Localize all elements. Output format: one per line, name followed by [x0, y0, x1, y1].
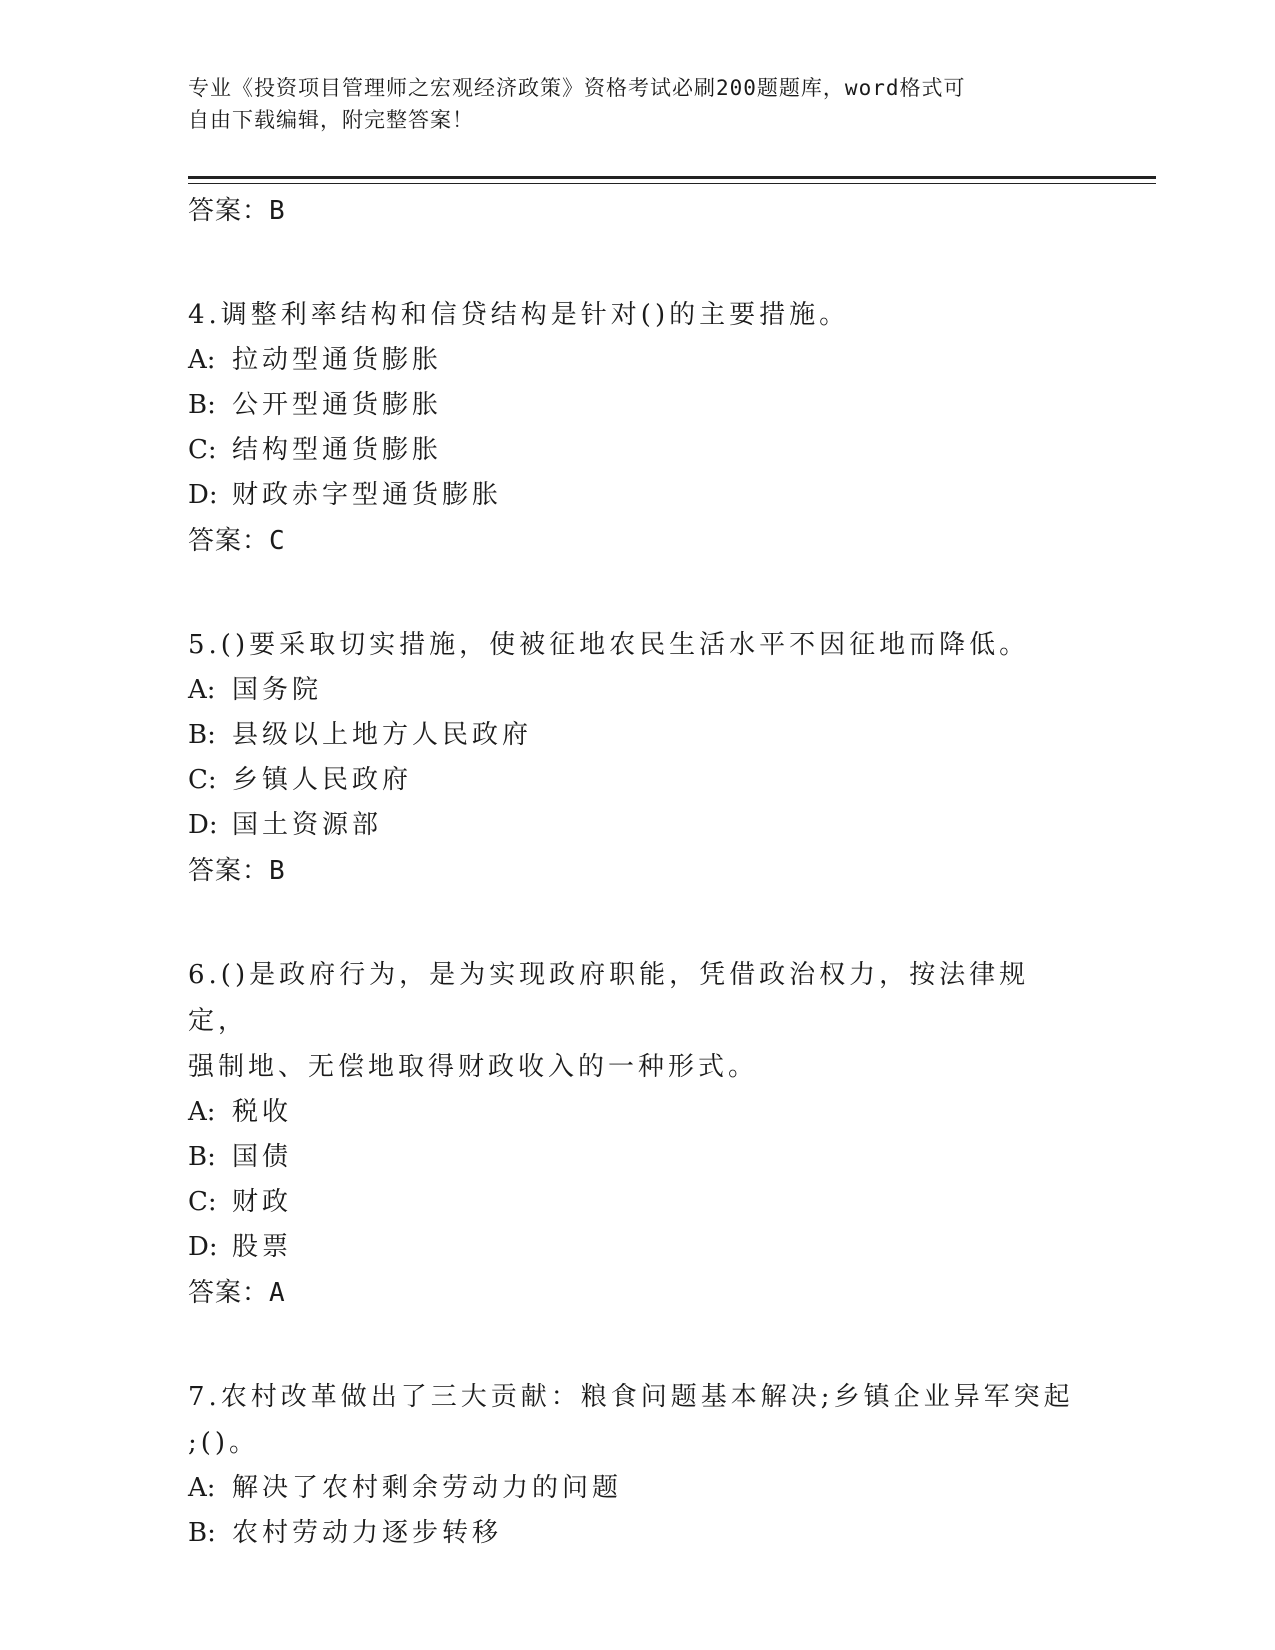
question-text [188, 952, 1088, 1090]
answer-line [188, 1270, 1088, 1316]
option-text: 国债 [232, 1142, 293, 1172]
option-a [188, 1090, 1088, 1135]
question-line: ;()。 [188, 1428, 260, 1458]
question-text [188, 622, 1088, 668]
option-text: 解决了农村剩余劳动力的问题 [232, 1473, 623, 1503]
option-key: A: [188, 1097, 216, 1127]
answer-value: C [269, 526, 286, 556]
option-c [188, 428, 1088, 473]
option-key: B: [188, 1518, 216, 1548]
option-a [188, 1466, 1088, 1511]
option-text: 拉动型通货膨胀 [232, 345, 443, 375]
option-text: 农村劳动力逐步转移 [232, 1518, 503, 1548]
answer-label: 答案： [188, 1278, 270, 1308]
answer-value: B [269, 196, 286, 226]
option-text: 税收 [232, 1097, 293, 1127]
header-line-1: 专业《投资项目管理师之宏观经济政策》资格考试必刷200题题库，word格式可 [188, 76, 966, 100]
option-key: C: [188, 765, 217, 795]
option-key: A: [188, 675, 216, 705]
option-text: 国土资源部 [232, 810, 383, 840]
option-a [188, 668, 1088, 713]
document-header [188, 72, 1068, 136]
question-list [188, 188, 1088, 1556]
spacer [188, 564, 1088, 622]
answer-line [188, 848, 1088, 894]
answer-label: 答案： [188, 526, 270, 556]
option-d [188, 473, 1088, 518]
question-line: 4.调整利率结构和信贷结构是针对()的主要措施。 [188, 300, 850, 330]
option-text: 公开型通货膨胀 [232, 390, 443, 420]
answer-label: 答案： [188, 196, 270, 226]
option-key: D: [188, 1232, 218, 1262]
answer-line [188, 518, 1088, 564]
option-key: D: [188, 810, 218, 840]
option-text: 乡镇人民政府 [232, 765, 413, 795]
answer-value: B [269, 856, 286, 886]
option-b [188, 383, 1088, 428]
question-text [188, 1374, 1088, 1466]
header-rule-thick [188, 176, 1156, 179]
option-a [188, 338, 1088, 383]
spacer [188, 1316, 1088, 1374]
spacer [188, 234, 1088, 292]
option-text: 国务院 [232, 675, 323, 705]
answer-value: A [269, 1278, 286, 1308]
option-text: 结构型通货膨胀 [232, 435, 443, 465]
header-rule-thin [188, 183, 1156, 184]
spacer [188, 894, 1088, 952]
question-line: 强制地、无偿地取得财政收入的一种形式。 [188, 1052, 759, 1082]
option-key: D: [188, 480, 218, 510]
option-key: B: [188, 720, 216, 750]
option-key: A: [188, 345, 216, 375]
option-key: B: [188, 1142, 216, 1172]
question-line: 7.农村改革做出了三大贡献：粮食问题基本解决;乡镇企业异军突起 [188, 1382, 1074, 1412]
option-b [188, 713, 1088, 758]
option-b [188, 1511, 1088, 1556]
answer-line [188, 188, 1088, 234]
question-line: 5.()要采取切实措施，使被征地农民生活水平不因征地而降低。 [188, 630, 1030, 660]
option-c [188, 758, 1088, 803]
option-b [188, 1135, 1088, 1180]
option-key: C: [188, 435, 217, 465]
option-text: 财政 [232, 1187, 293, 1217]
header-line-2: 自由下载编辑，附完整答案！ [188, 108, 474, 132]
option-c [188, 1180, 1088, 1225]
question-text [188, 292, 1088, 338]
option-text: 股票 [232, 1232, 293, 1262]
option-key: A: [188, 1473, 216, 1503]
option-d [188, 803, 1088, 848]
question-line: 6.()是政府行为，是为实现政府职能，凭借政治权力，按法律规定， [188, 960, 1030, 1036]
answer-label: 答案： [188, 856, 270, 886]
option-key: C: [188, 1187, 217, 1217]
option-d [188, 1225, 1088, 1270]
option-key: B: [188, 390, 216, 420]
option-text: 财政赤字型通货膨胀 [232, 480, 503, 510]
option-text: 县级以上地方人民政府 [232, 720, 533, 750]
